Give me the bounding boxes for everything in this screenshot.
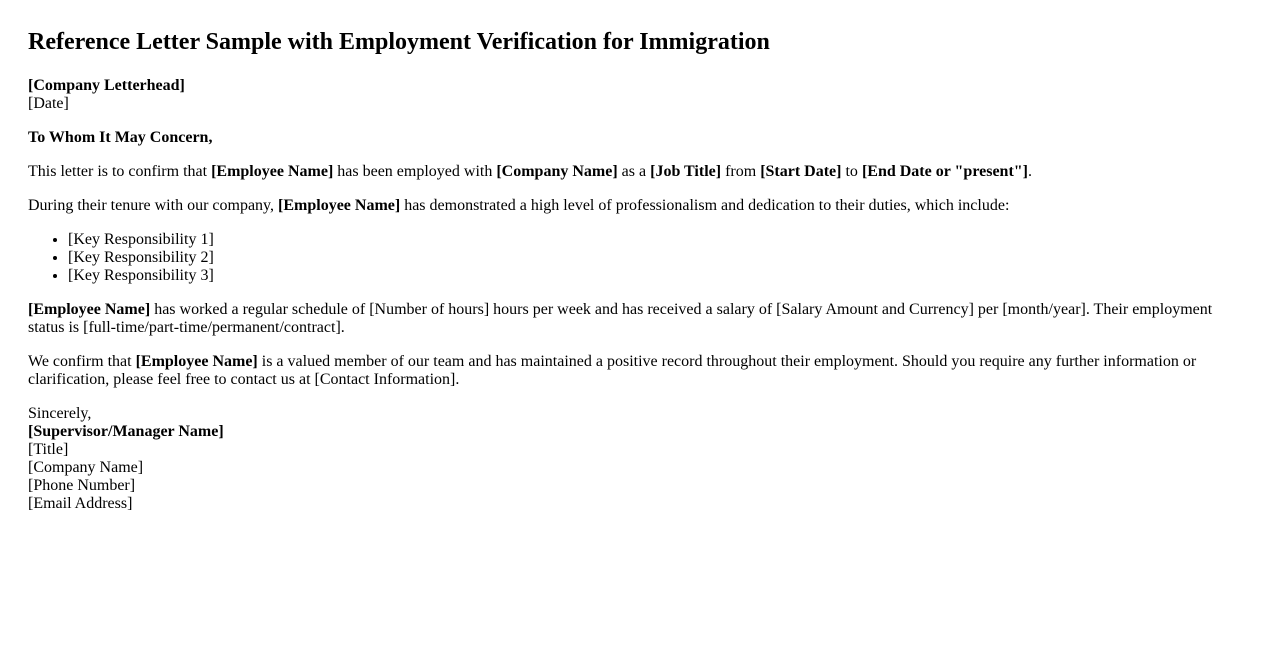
paragraph-schedule-salary <box>28 301 1250 337</box>
signature-block <box>28 405 1250 513</box>
text-fragment: as a <box>617 163 651 180</box>
text-fragment: has demonstrated a high level of professionalism and dedication to their duties, which include: <box>400 197 1010 214</box>
responsibilities-list <box>28 231 1250 285</box>
signer-name: [Supervisor/Manager Name] <box>28 423 224 440</box>
list-item: • [Key Responsibility 3] <box>68 267 1250 285</box>
signer-phone: [Phone Number] <box>28 477 136 494</box>
text-fragment: from <box>721 163 761 180</box>
signer-title: [Title] <box>28 441 69 458</box>
paragraph-employment-confirmation <box>28 163 1250 181</box>
text-fragment: . <box>1028 163 1032 180</box>
list-item: • [Key Responsibility 2] <box>68 249 1250 267</box>
text-fragment: has been employed with <box>333 163 497 180</box>
placeholder-employee-name: [Employee Name] <box>28 301 151 318</box>
signer-email: [Email Address] <box>28 495 133 512</box>
placeholder-employee-name: [Employee Name] <box>135 353 258 370</box>
placeholder-start-date: [Start Date] <box>760 163 842 180</box>
signer-company: [Company Name] <box>28 459 144 476</box>
text-fragment: to <box>841 163 862 180</box>
salutation <box>28 129 1250 147</box>
placeholder-end-date: [End Date or "present"] <box>861 163 1028 180</box>
letter-date: [Date] <box>28 95 69 112</box>
paragraph-confirmation <box>28 353 1250 389</box>
list-item: • [Key Responsibility 1] <box>68 231 1250 249</box>
placeholder-employee-name: [Employee Name] <box>211 163 334 180</box>
text-fragment: During their tenure with our company, <box>28 197 279 214</box>
placeholder-job-title: [Job Title] <box>650 163 722 180</box>
placeholder-employee-name: [Employee Name] <box>278 197 401 214</box>
company-letterhead: [Company Letterhead] <box>28 77 185 94</box>
placeholder-company-name: [Company Name] <box>496 163 618 180</box>
sign-off: Sincerely, <box>28 405 92 422</box>
text-fragment: is a valued member of our team and has maintained a positive record throughout their employment. Should you require any further information or clarification, please feel free to contact us at [Contact Information]. <box>28 353 1197 388</box>
paragraph-tenure <box>28 197 1250 215</box>
text-fragment: We confirm that <box>28 353 136 370</box>
text-fragment: has worked a regular schedule of [Number of hours] hours per week and has received a salary of [Salary Amount and Currency] per [month/year]. Their employment status is [full-time/part-time/permanent/contract]. <box>28 301 1213 336</box>
page-title: Reference Letter Sample with Employment Verification for Immigration <box>28 29 770 55</box>
salutation-text: To Whom It May Concern, <box>28 129 213 146</box>
text-fragment: This letter is to confirm that <box>28 163 212 180</box>
letter-header <box>28 77 1250 113</box>
